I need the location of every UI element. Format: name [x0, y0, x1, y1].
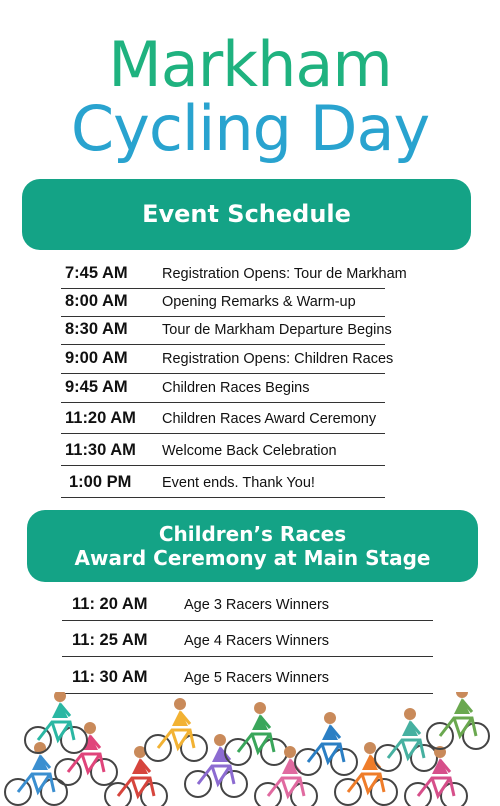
schedule-time: 9:00 AM [65, 349, 128, 367]
schedule-row [61, 403, 385, 434]
awards-event: Age 3 Racers Winners [184, 597, 330, 613]
schedule-row [61, 286, 385, 317]
schedule-row [61, 314, 392, 345]
event-schedule-banner [22, 179, 471, 250]
schedule-time: 7:45 AM [65, 264, 128, 282]
awards-time: 11: 25 AM [72, 631, 148, 649]
schedule-event: Event ends. Thank You! [162, 475, 315, 491]
schedule-time: 8:30 AM [65, 320, 128, 338]
awards-time: 11: 30 AM [72, 668, 148, 686]
awards-heading-line-2: Award Ceremony at Main Stage [74, 546, 431, 570]
cyclists-illustration [0, 692, 500, 806]
awards-row [62, 625, 433, 657]
awards-row [62, 589, 433, 621]
schedule-event: Welcome Back Celebration [162, 443, 337, 459]
schedule-row [61, 258, 407, 289]
schedule-time: 8:00 AM [65, 292, 128, 310]
awards-heading-line-1: Children’s Races [158, 522, 347, 546]
schedule-time: 9:45 AM [65, 378, 128, 396]
title-line-2: Cycling Day [70, 92, 430, 165]
schedule-time: 11:30 AM [65, 441, 136, 459]
awards-event: Age 5 Racers Winners [184, 670, 330, 686]
schedule-event: Tour de Markham Departure Begins [162, 322, 392, 338]
schedule-row [61, 467, 385, 498]
schedule-event: Children Races Award Ceremony [162, 411, 377, 427]
schedule-time: 11:20 AM [65, 409, 136, 427]
schedule-event: Opening Remarks & Warm-up [162, 294, 356, 310]
schedule-event: Children Races Begins [162, 380, 310, 396]
schedule-event: Registration Opens: Children Races [162, 351, 394, 367]
awards-event: Age 4 Racers Winners [184, 633, 330, 649]
event-schedule-heading: Event Schedule [142, 200, 351, 228]
schedule-row [61, 372, 385, 403]
schedule-row [61, 343, 394, 374]
schedule-time: 1:00 PM [69, 473, 132, 491]
awards-banner [27, 510, 478, 582]
title-line-1: Markham [108, 28, 392, 101]
awards-time: 11: 20 AM [72, 595, 148, 613]
schedule-event: Registration Opens: Tour de Markham [162, 266, 407, 282]
awards-row [62, 662, 433, 694]
schedule-row [61, 435, 385, 466]
